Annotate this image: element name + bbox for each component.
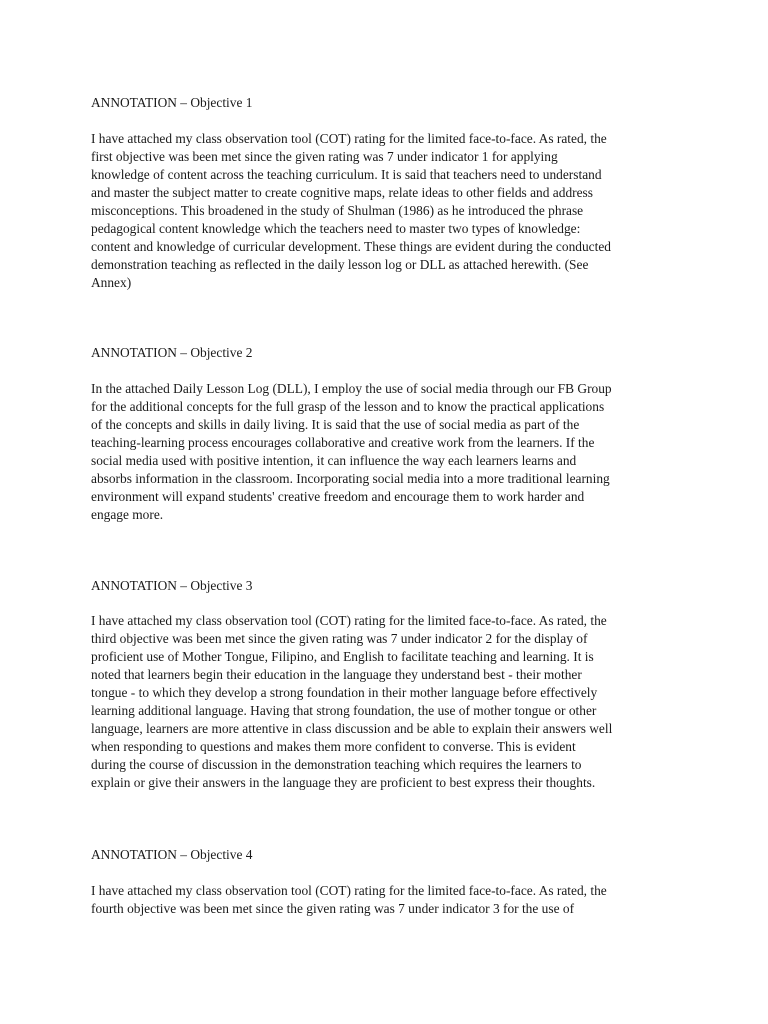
body-line: In the attached Daily Lesson Log (DLL), I employ the use of social media through our FB Group (91, 381, 612, 396)
body-line: knowledge of content across the teaching curriculum. It is said that teachers need to understand (91, 167, 602, 182)
body-line: for the additional concepts for the full grasp of the lesson and to know the practical applications (91, 399, 605, 414)
body-line: Annex) (91, 275, 132, 290)
body-line: when responding to questions and makes them more confident to converse. This is evident (91, 739, 576, 754)
body-line: noted that learners begin their education in the language they understand best - their mother (91, 667, 582, 682)
body-line: I have attached my class observation tool (COT) rating for the limited face-to-face. As rated, the (91, 131, 607, 146)
body-line: environment will expand students' creative freedom and encourage them to work harder and (91, 489, 585, 504)
body-line: pedagogical content knowledge which the teachers need to master two types of knowledge: (91, 221, 581, 236)
body-line: teaching-learning process encourages collaborative and creative work from the learners. If the (91, 435, 595, 450)
section-heading-objective-1: ANNOTATION – Objective 1 (91, 95, 253, 110)
body-line: I have attached my class observation tool (COT) rating for the limited face-to-face. As rated, the (91, 613, 607, 628)
body-line: misconceptions. This broadened in the study of Shulman (1986) as he introduced the phrase (91, 203, 584, 218)
body-line: I have attached my class observation tool (COT) rating for the limited face-to-face. As rated, the (91, 883, 607, 898)
section-body-objective-3 (91, 612, 612, 792)
section-heading-objective-3: ANNOTATION – Objective 3 (91, 578, 253, 593)
body-line: third objective was been met since the given rating was 7 under indicator 2 for the display of (91, 631, 588, 646)
body-line: and master the subject matter to create cognitive maps, relate ideas to other fields and address (91, 185, 593, 200)
body-line: tongue - to which they develop a strong foundation in their mother language before effectively (91, 685, 598, 700)
body-line: language, learners are more attentive in class discussion and be able to explain their answers well (91, 721, 613, 736)
body-line: fourth objective was been met since the given rating was 7 under indicator 3 for the use of (91, 901, 575, 916)
body-line: engage more. (91, 507, 164, 522)
section-body-objective-2 (91, 380, 612, 524)
body-line: of the concepts and skills in daily living. It is said that the use of social media as part of the (91, 417, 580, 432)
body-line: proficient use of Mother Tongue, Filipino, and English to facilitate teaching and learning. It is (91, 649, 594, 664)
body-line: learning additional language. Having that strong foundation, the use of mother tongue or other (91, 703, 597, 718)
body-line: demonstration teaching as reflected in the daily lesson log or DLL as attached herewith. (See (91, 257, 589, 272)
section-heading-objective-2: ANNOTATION – Objective 2 (91, 345, 253, 360)
section-heading-objective-4: ANNOTATION – Objective 4 (91, 847, 253, 862)
body-line: first objective was been met since the given rating was 7 under indicator 1 for applying (91, 149, 558, 164)
body-line: content and knowledge of curricular development. These things are evident during the conducted (91, 239, 611, 254)
section-body-objective-1 (91, 130, 611, 292)
section-body-objective-4 (91, 882, 607, 918)
body-line: absorbs information in the classroom. Incorporating social media into a more traditional learning (91, 471, 610, 486)
body-line: social media used with positive intention, it can influence the way each learners learns and (91, 453, 577, 468)
body-line: during the course of discussion in the demonstration teaching which requires the learners to (91, 757, 582, 772)
body-line: explain or give their answers in the language they are proficient to best express their thoughts. (91, 775, 596, 790)
